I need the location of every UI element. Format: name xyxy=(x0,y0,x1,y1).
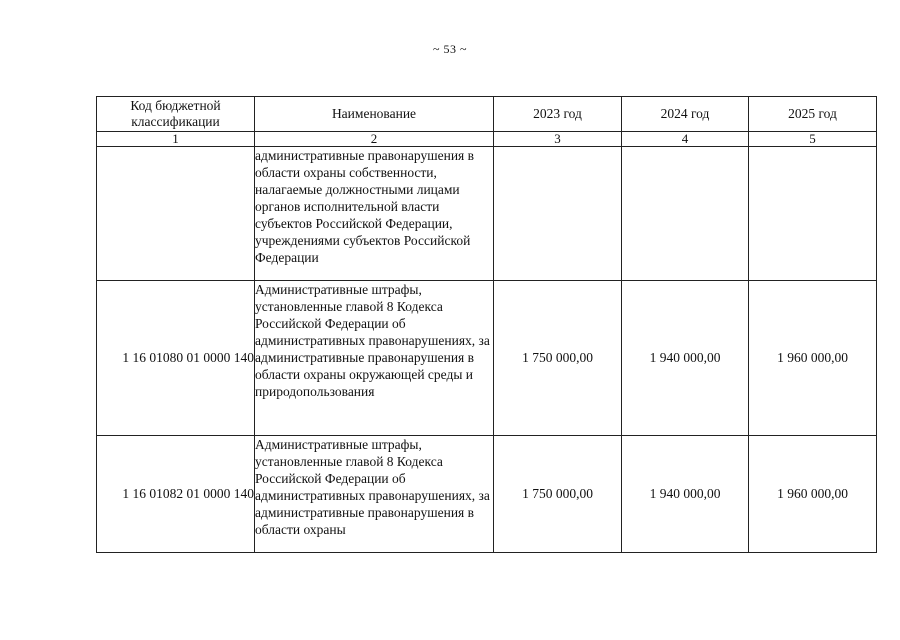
column-number-row xyxy=(97,132,877,147)
column-number: 5 xyxy=(749,132,877,147)
row-code xyxy=(97,147,255,281)
row-amount-2025 xyxy=(749,147,877,281)
row-name: административные правонарушения в области охраны собственности, налагаемые должностными лицами органов исполнительной власти субъектов Российской Федерации, учреждениями субъектов Российской Федерации xyxy=(255,147,494,281)
row-name: Административные штрафы, установленные главой 8 Кодекса Российской Федерации об административных правонарушениях, за административные правонарушения в области охраны окружающей среды и природопользования xyxy=(255,281,494,436)
page-number: ~ 53 ~ xyxy=(433,42,467,56)
row-amount-2024: 1 940 000,00 xyxy=(622,281,749,436)
header-2023: 2023 год xyxy=(494,97,622,132)
column-number: 2 xyxy=(255,132,494,147)
row-amount-2024: 1 940 000,00 xyxy=(622,436,749,553)
row-code: 1 16 01082 01 0000 140 xyxy=(97,436,255,553)
row-amount-2024 xyxy=(622,147,749,281)
header-2025: 2025 год xyxy=(749,97,877,132)
row-amount-2023: 1 750 000,00 xyxy=(494,436,622,553)
column-number: 4 xyxy=(622,132,749,147)
table-row xyxy=(97,147,877,281)
row-amount-2025: 1 960 000,00 xyxy=(749,281,877,436)
header-row xyxy=(97,97,877,132)
header-2024: 2024 год xyxy=(622,97,749,132)
row-name: Административные штрафы, установленные главой 8 Кодекса Российской Федерации об административных правонарушениях, за административные правонарушения в области охраны xyxy=(255,436,494,553)
row-amount-2023: 1 750 000,00 xyxy=(494,281,622,436)
row-code: 1 16 01080 01 0000 140 xyxy=(97,281,255,436)
table-row xyxy=(97,281,877,436)
header-name: Наименование xyxy=(255,97,494,132)
row-amount-2023 xyxy=(494,147,622,281)
row-amount-2025: 1 960 000,00 xyxy=(749,436,877,553)
column-number: 3 xyxy=(494,132,622,147)
table-row xyxy=(97,436,877,553)
budget-table xyxy=(96,96,877,553)
column-number: 1 xyxy=(97,132,255,147)
header-code: Код бюджетной классификации xyxy=(97,97,255,132)
